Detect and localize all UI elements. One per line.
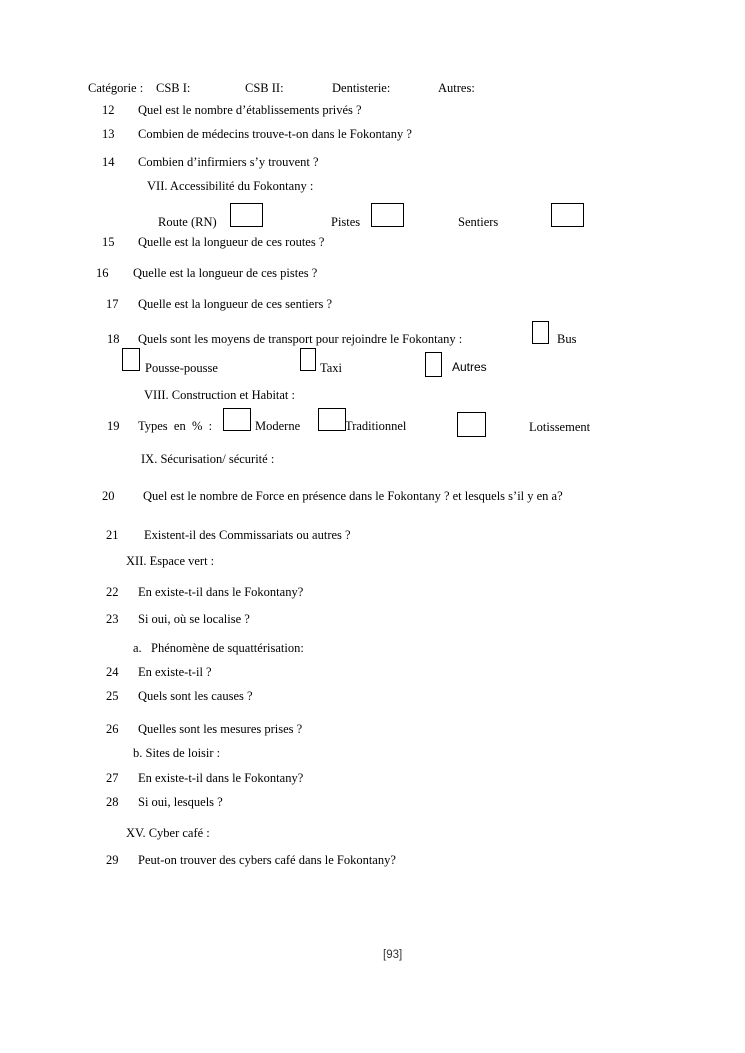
q28-number: 28: [106, 795, 119, 809]
lotissement-checkbox[interactable]: [457, 412, 486, 437]
pousse-checkbox[interactable]: [122, 348, 140, 371]
option-pistes: Pistes: [331, 215, 361, 229]
option-sentiers: Sentiers: [458, 215, 499, 229]
sentiers-checkbox[interactable]: [551, 203, 584, 227]
traditionnel-checkbox[interactable]: [318, 408, 346, 431]
section-accessibilite: VII. Accessibilité du Fokontany :: [147, 179, 314, 193]
section-espace-vert: XII. Espace vert :: [126, 554, 215, 568]
q14-number: 14: [102, 155, 115, 169]
q16-text: Quelle est la longueur de ces pistes ?: [133, 266, 318, 280]
q17-text: Quelle est la longueur de ces sentiers ?: [138, 297, 333, 311]
taxi-checkbox[interactable]: [300, 348, 316, 371]
category-dentisterie: Dentisterie:: [332, 81, 391, 95]
section-construction: VIII. Construction et Habitat :: [144, 388, 296, 402]
q26-number: 26: [106, 722, 119, 736]
q13-number: 13: [102, 127, 115, 141]
section-cyber-cafe: XV. Cyber café :: [126, 826, 210, 840]
q18-number: 18: [107, 332, 120, 346]
q12-text: Quel est le nombre d’établissements privés ?: [138, 103, 362, 117]
option-lotissement: Lotissement: [529, 420, 591, 434]
q12-number: 12: [102, 103, 115, 117]
q18-text: Quels sont les moyens de transport pour rejoindre le Fokontany :: [138, 332, 463, 346]
q29-number: 29: [106, 853, 119, 867]
option-route: Route (RN): [158, 215, 217, 229]
q16-number: 16: [96, 266, 109, 280]
q24-number: 24: [106, 665, 119, 679]
category-csb2: CSB II:: [245, 81, 284, 95]
page-number: [93]: [383, 949, 403, 961]
option-moderne: Moderne: [255, 419, 301, 433]
q15-text: Quelle est la longueur de ces routes ?: [138, 235, 325, 249]
q29-text: Peut-on trouver des cybers café dans le Fokontany?: [138, 853, 396, 867]
option-traditionnel: Traditionnel: [345, 419, 407, 433]
q19-number: 19: [107, 419, 120, 433]
q17-number: 17: [106, 297, 119, 311]
q21-text: Existent-il des Commissariats ou autres ?: [144, 528, 351, 542]
q25-text: Quels sont les causes ?: [138, 689, 253, 703]
q19-text: Types en % :: [138, 419, 213, 433]
category-autres: Autres:: [438, 81, 475, 95]
q20-number: 20: [102, 489, 115, 503]
q25-number: 25: [106, 689, 119, 703]
q21-number: 21: [106, 528, 119, 542]
section-securite: IX. Sécurisation/ sécurité :: [141, 452, 275, 466]
bus-checkbox[interactable]: [532, 321, 549, 344]
q20-text: Quel est le nombre de Force en présence dans le Fokontany ? et lesquels s’il y en a?: [143, 489, 563, 503]
option-bus: Bus: [557, 332, 577, 346]
q13-text: Combien de médecins trouve-t-on dans le Fokontany ?: [138, 127, 412, 141]
q23-text: Si oui, où se localise ?: [138, 612, 250, 626]
option-taxi: Taxi: [320, 361, 343, 375]
q23-number: 23: [106, 612, 119, 626]
q28-text: Si oui, lesquels ?: [138, 795, 223, 809]
q22-number: 22: [106, 585, 119, 599]
moderne-checkbox[interactable]: [223, 408, 251, 431]
section-squatterisation: a. Phénomène de squattérisation:: [133, 641, 304, 655]
route-checkbox[interactable]: [230, 203, 263, 227]
option-pousse: Pousse-pousse: [145, 361, 218, 375]
q15-number: 15: [102, 235, 115, 249]
category-label: Catégorie :: [88, 81, 144, 95]
q14-text: Combien d’infirmiers s’y trouvent ?: [138, 155, 319, 169]
q24-text: En existe-t-il ?: [138, 665, 212, 679]
q27-text: En existe-t-il dans le Fokontany?: [138, 771, 304, 785]
section-sites-loisir: b. Sites de loisir :: [133, 746, 221, 760]
pistes-checkbox[interactable]: [371, 203, 404, 227]
autres-checkbox[interactable]: [425, 352, 442, 377]
q22-text: En existe-t-il dans le Fokontany?: [138, 585, 304, 599]
category-csb1: CSB I:: [156, 81, 191, 95]
q26-text: Quelles sont les mesures prises ?: [138, 722, 303, 736]
option-autres: Autres: [452, 360, 487, 374]
q27-number: 27: [106, 771, 119, 785]
